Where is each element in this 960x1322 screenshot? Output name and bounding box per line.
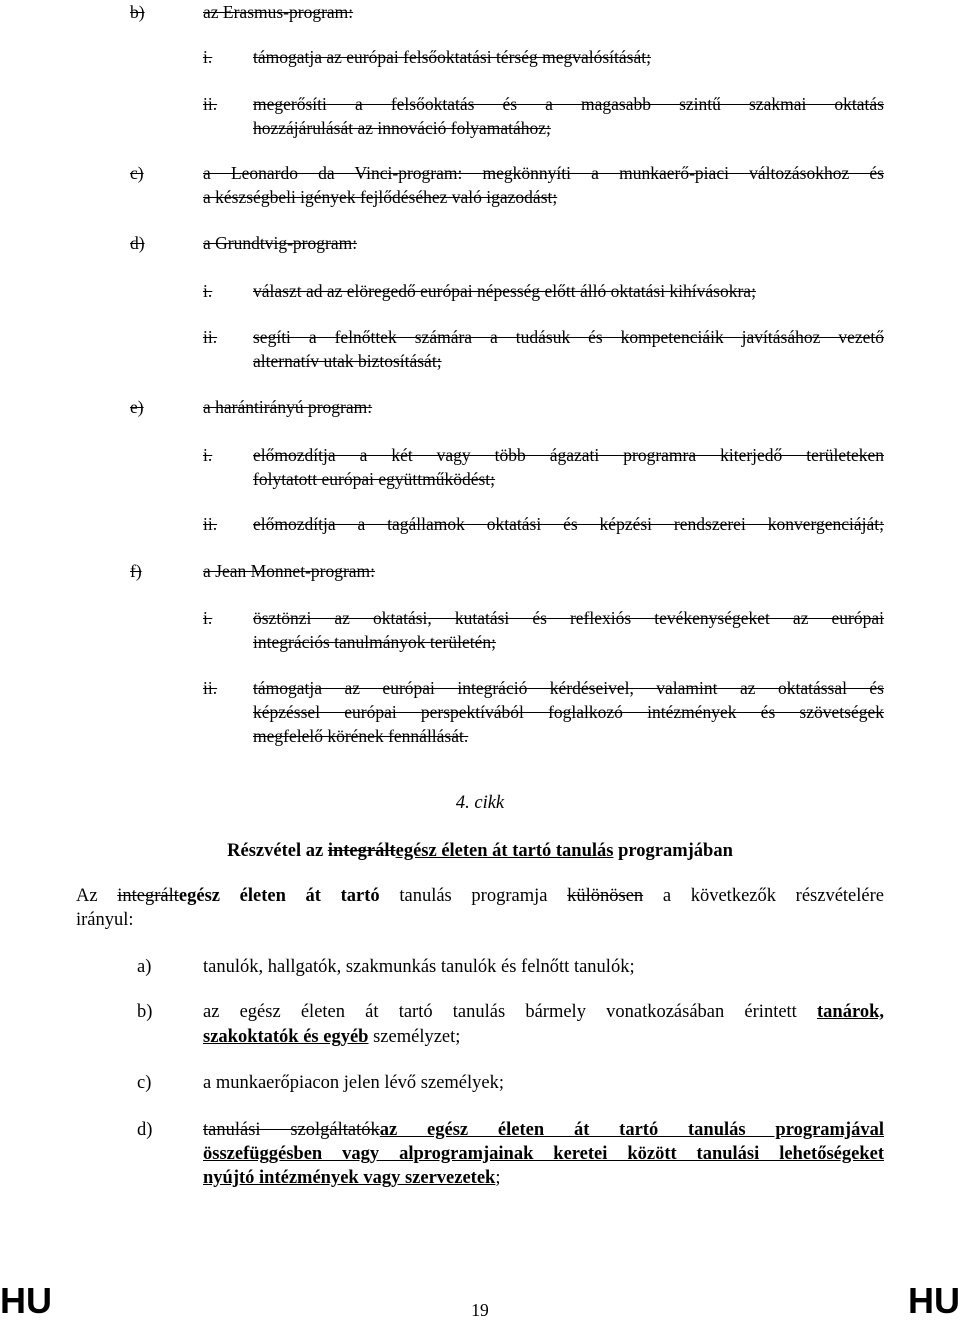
intro-mid: tanulás programja: [379, 886, 568, 906]
item-d-ii-line2: alternatív utak biztosítását;: [253, 351, 442, 371]
participant-d-line3: [203, 1166, 500, 1191]
item-e-i-label: i.: [203, 445, 213, 465]
item-e-ii-text: előmozdítja a tagállamok oktatási és képzési rendszerei konvergenciáját;: [253, 514, 884, 534]
intro-deleted-integralt: integrált: [117, 886, 179, 906]
item-d-ii-label: ii.: [203, 327, 218, 347]
participant-d-label: d): [137, 1120, 153, 1140]
participant-d-line3-ins: nyújtó intézmények vagy szervezetek: [203, 1168, 496, 1188]
item-b-ii-line1: megerősíti a felsőoktatás és a magasabb szintű szakmai oktatás: [253, 94, 884, 114]
participant-a-text: tanulók, hallgatók, szakmunkás tanulók és felnőtt tanulók;: [203, 957, 635, 977]
item-d-text: a Grundtvig-program:: [203, 233, 358, 253]
item-f-ii-line1: támogatja az európai integráció kérdéseivel, valamint az oktatással és: [253, 678, 884, 698]
intro-deleted-kulonosen: különösen: [567, 886, 644, 906]
item-c-label: c): [130, 163, 144, 183]
article-title-inserted: egész életen át tartó tanulás: [395, 841, 614, 861]
participant-d-line1-del: tanulási szolgáltatók: [203, 1120, 380, 1140]
item-d-ii-line1: segíti a felnőttek számára a tudásuk és kompetenciáik javításához vezető: [253, 327, 884, 347]
participant-b-line1: [203, 1000, 884, 1025]
participant-b-line1-ins: tanárok,: [817, 1002, 884, 1022]
item-d-i-label: i.: [203, 281, 213, 301]
item-e-ii-label: ii.: [203, 514, 218, 534]
item-e-label: e): [130, 397, 144, 417]
item-b-i-label: i.: [203, 47, 213, 67]
article-number: 4. cikk: [455, 793, 505, 813]
participant-b-line2-ins: szakoktatók és egyéb: [203, 1027, 369, 1047]
item-d-label: d): [130, 233, 145, 253]
participant-b-label: b): [137, 1002, 153, 1022]
item-b-label: b): [130, 2, 145, 22]
participant-a-label: a): [137, 957, 152, 977]
participant-c-text: a munkaerőpiacon jelen lévő személyek;: [203, 1073, 505, 1093]
footer-lang-left: HU: [0, 1280, 52, 1321]
item-f-text: a Jean Monnet-program:: [203, 561, 376, 581]
participant-d-line1: [203, 1118, 884, 1143]
participant-b-line1-pre: az egész életen át tartó tanulás bármely vonatkozásában érintett: [203, 1002, 817, 1022]
item-f-ii-line2: képzéssel európai perspektívából foglalkozó intézmények és szövetségek: [253, 702, 884, 722]
participant-d-line1-ins: az egész életen át tartó tanulás programjával: [379, 1120, 884, 1140]
participant-b-line2: [203, 1025, 460, 1050]
participant-b-line2-post: személyzet;: [368, 1027, 461, 1047]
item-b-i-text: támogatja az európai felsőoktatási térség megvalósítását;: [253, 47, 651, 67]
item-f-i-line1: ösztönzi az oktatási, kutatási és reflexiós tevékenységeket az európai: [253, 608, 884, 628]
intro-az: Az: [76, 886, 118, 906]
item-e-i-line1: előmozdítja a két vagy több ágazati programra kiterjedő területeken: [253, 445, 884, 465]
intro-inserted-lifelong: egész életen át tartó: [178, 886, 380, 906]
item-f-i-label: i.: [203, 608, 213, 628]
item-b-ii-label: ii.: [203, 94, 218, 114]
item-b-ii-line2: hozzájárulását az innováció folyamatához;: [253, 118, 551, 138]
footer-lang-right: HU: [908, 1280, 960, 1321]
item-d-i-text: választ ad az elöregedő európai népesség előtt álló oktatási kihívásokra;: [253, 281, 756, 301]
intro-end: a következők részvételére: [643, 886, 884, 906]
item-f-label: f): [130, 561, 142, 581]
item-b-text: az Erasmus-program:: [203, 2, 354, 22]
article-intro-line1: [76, 884, 884, 909]
article-title: [0, 839, 960, 864]
article-title-post: programjában: [613, 841, 733, 861]
item-c-line1: a Leonardo da Vinci-program: megkönnyíti a munkaerő-piaci változásokhoz és: [203, 163, 884, 183]
article-title-pre: Részvétel az: [227, 841, 328, 861]
item-e-text: a harántirányú program:: [203, 397, 373, 417]
participant-d-line2: összefüggésben vagy alprogramjainak keretei között tanulási lehetőségeket: [203, 1144, 884, 1164]
article-title-deleted: integrált: [327, 841, 396, 861]
item-f-ii-line3: megfelelő körének fennállását.: [253, 726, 469, 746]
item-c-line2: a készségbeli igények fejlődéséhez való igazodást;: [203, 187, 558, 207]
item-f-ii-label: ii.: [203, 678, 218, 698]
item-e-i-line2: folytatott európai együttműködést;: [253, 469, 496, 489]
participant-c-label: c): [137, 1073, 152, 1093]
article-intro-line2: irányul:: [76, 910, 134, 930]
participant-d-line3-post: ;: [495, 1168, 501, 1188]
item-f-i-line2: integrációs tanulmányok területén;: [253, 632, 496, 652]
footer-page-number: 19: [471, 1300, 489, 1320]
